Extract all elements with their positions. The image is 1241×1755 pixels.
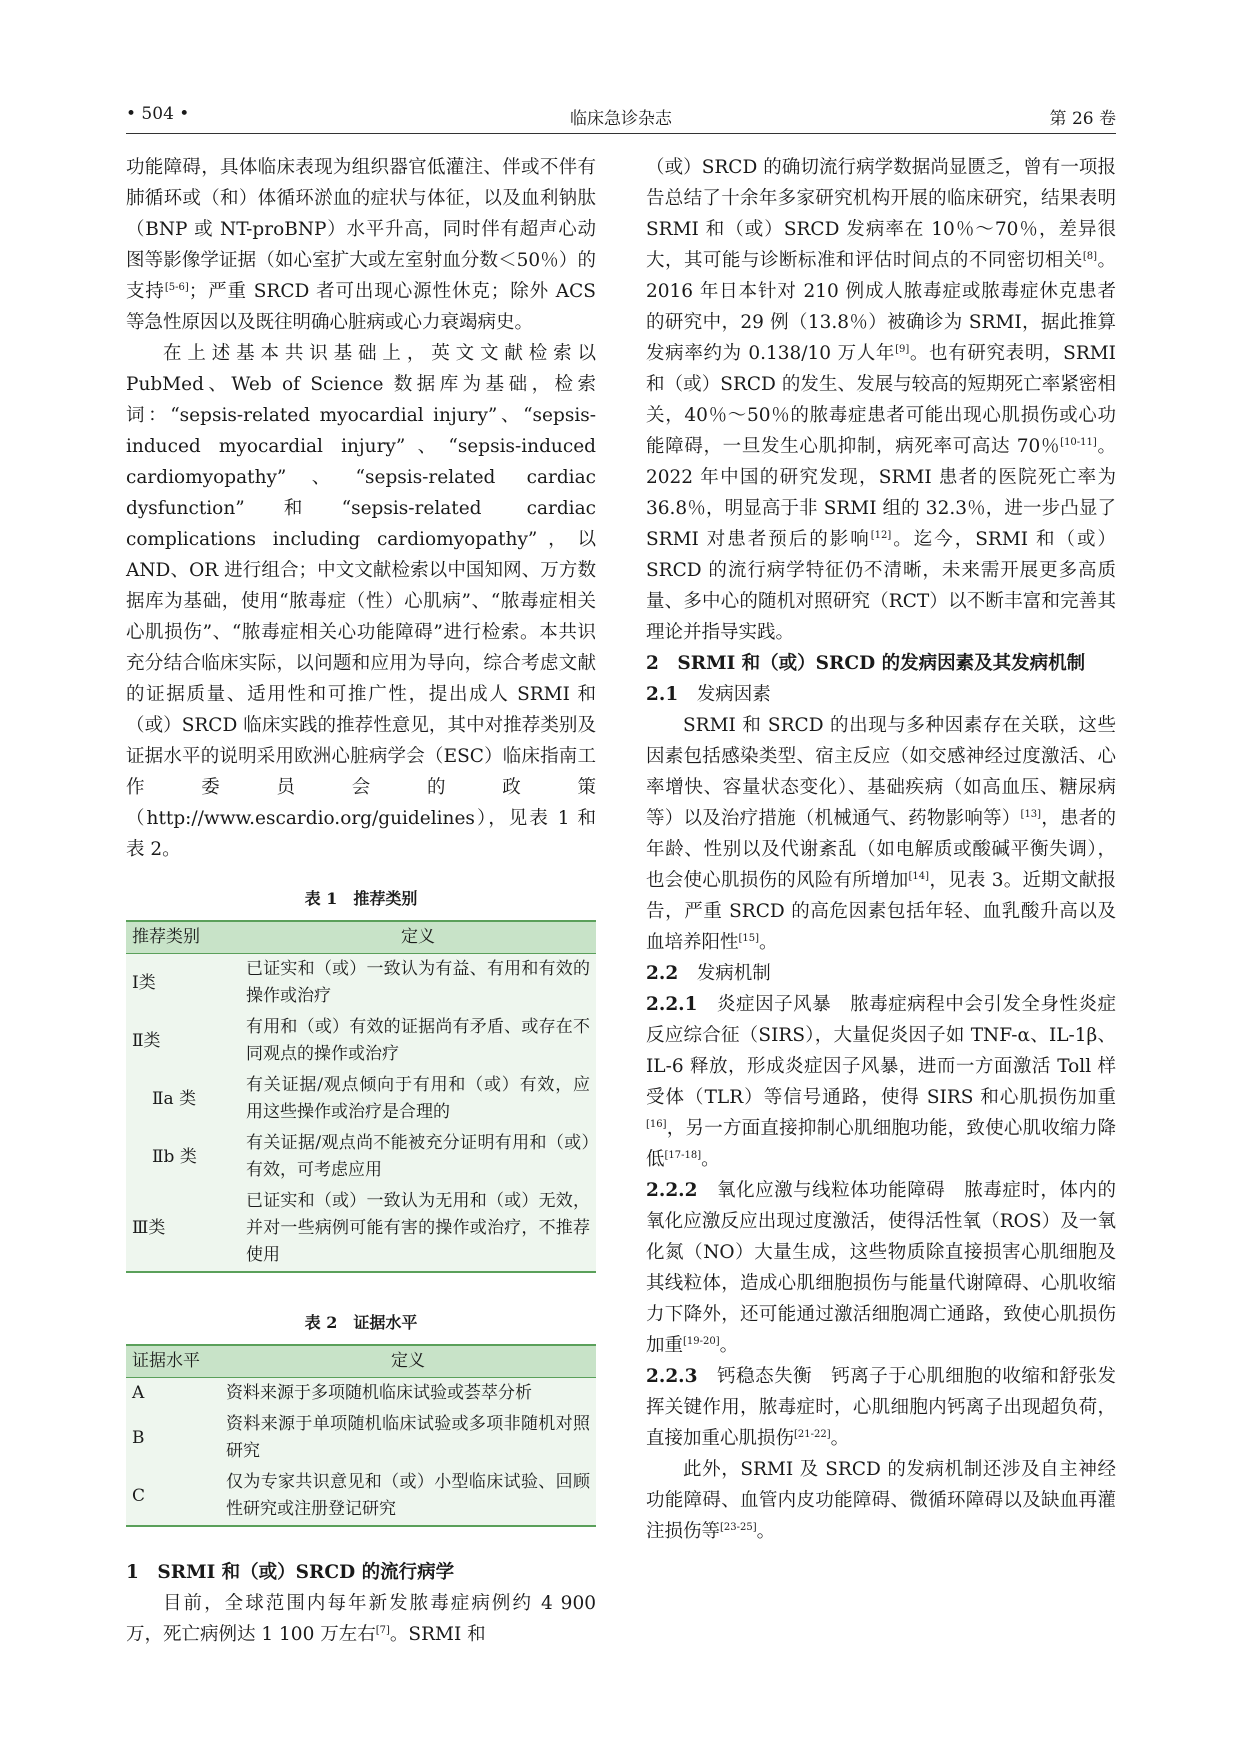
- text: 。2016 年日本针对 210 例成人脓毒症或脓毒症休克患者的研究中，29 例（13.8％）被确诊为 SRMI，据此推算发病率约为 0.138/10 万人年: [646, 250, 1116, 364]
- section-1-heading: 1 SRMI 和（或）SRCD 的流行病学: [126, 1562, 455, 1583]
- text: 钙离子于心肌细胞的收缩和舒张发挥关键作用，脓毒症时，心肌细胞内钙离子出现超负荷，直接加重心肌损伤: [646, 1366, 1116, 1449]
- header-rule: [126, 133, 1116, 134]
- table-cell: 有关证据/观点尚不能被充分证明有用和（或）有效，可考虑应用: [246, 1133, 590, 1180]
- table-2-caption: 表 2 证据水平: [304, 1313, 418, 1332]
- text: 。: [701, 1149, 720, 1170]
- text: 。: [756, 1521, 776, 1542]
- section-number: 2.2.2: [646, 1180, 698, 1201]
- citation: [8]: [1082, 250, 1097, 262]
- page-header: [126, 100, 1116, 130]
- paragraph: [646, 1454, 1116, 1547]
- text: 此外，SRMI 及 SRCD 的发病机制还涉及自主神经功能障碍、血管内皮功能障碍、微循环障碍以及缺血再灌注损伤等: [646, 1459, 1116, 1542]
- paragraph: [646, 152, 1116, 648]
- citation: [12]: [870, 529, 892, 541]
- citation: [23-25]: [720, 1521, 757, 1533]
- table-cell: Ⅲ类: [126, 1186, 240, 1272]
- table-cell: Ⅰ类: [132, 972, 156, 993]
- text: 。: [830, 1428, 850, 1449]
- table-cell: Ⅱ类: [132, 1030, 161, 1051]
- table-header-row: [126, 1345, 596, 1378]
- text: 。: [719, 1335, 739, 1356]
- table-1-caption: 表 1 推荐类别: [304, 889, 418, 908]
- section-number: 2.1: [646, 684, 679, 705]
- right-column: [646, 152, 1116, 1547]
- subsection-2-1-heading: [646, 679, 1116, 710]
- section-title: 氧化应激与线粒体功能障碍: [717, 1180, 946, 1201]
- table-row: [126, 954, 596, 1013]
- citation: [15]: [738, 932, 760, 944]
- section-title: 发病机制: [696, 963, 771, 984]
- table-header-row: [126, 921, 596, 954]
- table-row: [126, 1467, 596, 1526]
- table-1: [126, 920, 596, 1273]
- table-cell: 有用和（或）有效的证据尚有矛盾、或存在不同观点的操作或治疗: [246, 1017, 590, 1064]
- paragraph: 在上述基本共识基础上，英文文献检索以 PubMed、Web of Science 数据库为基础，检索词：“sepsis-related myocardial injury”、“sepsis-induced myocardial injury”、“sepsis-induced cardiomyopathy”、“sepsis-related cardiac dysfunction”和“sepsis-related cardiac complications including cardiomyopathy”，以 AND、OR 进行组合；中文文献检索以中国知网、万方数据库为基础，使用“脓毒症（性）心肌病”、“脓毒症相关心肌损伤”、“脓毒症相关心功能障碍”进行检索。本共识充分结合临床实际，以问题和应用为导向，综合考虑文献的证据质量、适用性和可推广性，提出成人 SRMI 和（或）SRCD 临床实践的推荐性意见，其中对推荐类别及证据水平的说明采用欧洲心脏病学会（ESC）临床指南工作委员会的政策（http://www.escardio.org/guidelines），见表 1 和表 2。: [126, 343, 596, 860]
- table-cell: B: [132, 1427, 145, 1448]
- citation: [5-6]: [164, 281, 189, 293]
- citation: [10-11]: [1060, 436, 1097, 448]
- section-number: 2.2.3: [646, 1366, 698, 1387]
- citation: [13]: [1020, 808, 1042, 820]
- paragraph: [126, 152, 596, 338]
- paragraph: [126, 1588, 596, 1650]
- citation: [19-20]: [683, 1335, 720, 1347]
- text: 。也有研究表明，SRMI 和（或）SRCD 的发生、发展与较高的短期死亡率紧密相关，40％～50％的脓毒症患者可能出现心肌损伤或心功能障碍，一旦发生心肌抑制，病死率可高达 70％: [646, 343, 1116, 457]
- table-row: [126, 1409, 596, 1467]
- text: 功能障碍，具体临床表现为组织器官低灌注、伴或不伴有肺循环或（和）体循环淤血的症状与体征，以及血利钠肽（BNP 或 NT-proBNP）水平升高，同时伴有超声心动图等影像学证据（如心室扩大或左室射血分数＜50％）的支持: [126, 157, 596, 302]
- table-row: [126, 1378, 596, 1410]
- table-row: [126, 1070, 596, 1128]
- citation: [16]: [646, 1118, 667, 1130]
- text: 。2022 年中国的研究发现，SRMI 患者的医院死亡率为 36.8％，明显高于非 SRMI 组的 32.3％，进一步凸显了 SRMI 对患者预后的影响: [646, 436, 1116, 550]
- table-row: [126, 1128, 596, 1186]
- table-cell: 有关证据/观点倾向于有用和（或）有效，应用这些操作或治疗是合理的: [246, 1075, 590, 1122]
- table-cell: C: [126, 1467, 220, 1526]
- volume-label: 第 26 卷: [1049, 109, 1116, 129]
- column-header: 定义: [220, 1345, 596, 1378]
- text: 。: [759, 932, 778, 953]
- left-column: [126, 152, 596, 1650]
- text: ，另一方面直接抑制心肌细胞功能，致使心肌收缩力降低: [646, 1118, 1116, 1170]
- text: 脓毒症病程中会引发全身性炎症反应综合征（SIRS），大量促炎因子如 TNF-α、IL-1β、IL-6 释放，形成炎症因子风暴，进而一方面激活 Toll 样受体（TLR）等信号通路，使得 SIRS 和心肌损伤加重: [646, 994, 1116, 1108]
- citation: [14]: [908, 870, 930, 882]
- text: 。SRMI 和: [389, 1624, 486, 1645]
- citation: [17-18]: [664, 1149, 702, 1161]
- text: ，患者的年龄、性别以及代谢紊乱（如电解质或酸碱平衡失调），也会使心肌损伤的风险有所增加: [646, 808, 1116, 891]
- section-title: 钙稳态失衡: [717, 1366, 813, 1387]
- column-header: 证据水平: [126, 1345, 220, 1378]
- table-row: [126, 1012, 596, 1070]
- text: ；严重 SRCD 者可出现心源性休克；除外 ACS 等急性原因以及既往明确心脏病或心力衰竭病史。: [126, 281, 596, 333]
- column-header: 推荐类别: [126, 921, 240, 954]
- paragraph-2-2-3: [646, 1361, 1116, 1454]
- table-2: [126, 1344, 596, 1527]
- paragraph-2-2-1: [646, 989, 1116, 1175]
- citation: [21-22]: [794, 1428, 831, 1440]
- table-row: [126, 1186, 596, 1272]
- table-cell: 已证实和（或）一致认为无用和（或）无效，并对一些病例可能有害的操作或治疗，不推荐使用: [240, 1186, 596, 1272]
- text: ，见表 3。近期文献报告，严重 SRCD 的高危因素包括年轻、血乳酸升高以及血培养阳性: [646, 870, 1116, 953]
- table-cell: 仅为专家共识意见和（或）小型临床试验、回顾性研究或注册登记研究: [220, 1467, 596, 1526]
- citation: [7]: [375, 1624, 390, 1636]
- section-number: 2.2.1: [646, 994, 698, 1015]
- text: 。迄今，SRMI 和（或）SRCD 的流行病学特征仍不清晰，未来需开展更多高质量、多中心的随机对照研究（RCT）以不断丰富和完善其理论并指导实践。: [646, 529, 1116, 643]
- text: SRMI 和 SRCD 的出现与多种因素存在关联，这些因素包括感染类型、宿主反应（如交感神经过度激活、心率增快、容量状态变化）、基础疾病（如高血压、糖尿病等）以及治疗措施（机械通气、药物影响等）: [646, 715, 1116, 829]
- text: （或）SRCD 的确切流行病学数据尚显匮乏，曾有一项报告总结了十余年多家研究机构开展的临床研究，结果表明 SRMI 和（或）SRCD 发病率在 10％～70％，差异很大，其可能与诊断标准和评估时间点的不同密切相关: [646, 157, 1116, 271]
- paragraph: [646, 710, 1116, 958]
- section-2-heading: 2 SRMI 和（或）SRCD 的发病因素及其发病机制: [646, 653, 1086, 674]
- text: 脓毒症时，体内的氧化应激反应出现过度激活，使得活性氧（ROS）及一氧化氮（NO）大量生成，这些物质除直接损害心肌细胞及其线粒体，造成心肌细胞损伤与能量代谢障碍、心肌收缩力下降外，还可能通过激活细胞凋亡通路，致使心肌损伤加重: [646, 1180, 1116, 1356]
- text: 目前，全球范围内每年新发脓毒症病例约 4 900 万，死亡病例达 1 100 万左右: [126, 1593, 596, 1645]
- column-header: 定义: [240, 921, 596, 954]
- table-cell: 资料来源于多项随机临床试验或荟萃分析: [226, 1383, 532, 1403]
- page-number: • 504 •: [126, 104, 190, 124]
- table-cell: A: [132, 1383, 145, 1403]
- paragraph-2-2-2: [646, 1175, 1116, 1361]
- table-cell: Ⅱa 类: [152, 1088, 197, 1109]
- section-number: 2.2: [646, 963, 679, 984]
- table-cell: Ⅱb 类: [152, 1146, 197, 1167]
- subsection-2-2-heading: [646, 958, 1116, 989]
- journal-name: 临床急诊杂志: [570, 109, 672, 129]
- section-title: 发病因素: [696, 684, 771, 705]
- section-title: 炎症因子风暴: [717, 994, 832, 1015]
- citation: [9]: [895, 343, 910, 355]
- table-cell: 已证实和（或）一致认为有益、有用和有效的操作或治疗: [246, 959, 590, 1006]
- table-cell: 资料来源于单项随机临床试验或多项非随机对照研究: [226, 1414, 590, 1461]
